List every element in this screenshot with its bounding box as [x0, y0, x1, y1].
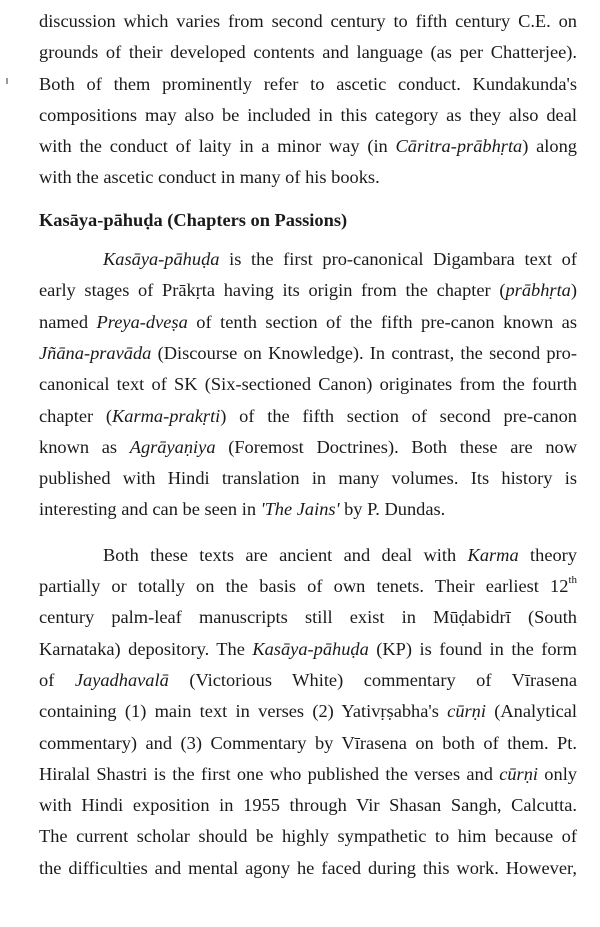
document-page: [39, 6, 577, 884]
text-line: with the conduct of laity in a minor way (in Cāritra-prābhṛta) along: [39, 136, 577, 157]
italic-term: prābhṛta: [505, 280, 571, 301]
text-line: The current scholar should be highly sympathetic to him because of: [39, 826, 577, 847]
italic-term: Preya-dveṣa: [96, 311, 188, 332]
text-line: Karnataka) depository. The Kasāya-pāhuḍa (KP) is found in the form: [39, 638, 577, 659]
italic-term: cūrṇi: [447, 701, 486, 722]
text-line: partially or totally on the basis of own tenets. Their earliest 12th: [39, 574, 577, 597]
text-line: published with Hindi translation in many volumes. Its history is: [39, 468, 577, 489]
italic-term: Cāritra-prābhṛta: [395, 136, 523, 157]
paragraph-gap: [39, 526, 577, 540]
text-line: chapter (Karma-prakṛti) of the fifth section of second pre-canon: [39, 405, 577, 426]
text-line: commentary) and (3) Commentary by Vīrasena on both of them. Pt.: [39, 732, 577, 753]
italic-term: Agrāyaṇiya: [129, 436, 216, 457]
italic-term: Karma: [467, 544, 519, 565]
text-line: with the ascetic conduct in many of his books.: [39, 167, 380, 188]
italic-term: Karma-prakṛti: [111, 405, 221, 426]
text-line: with Hindi exposition in 1955 through Vir Shasan Sangh, Calcutta.: [39, 795, 577, 816]
text-line: grounds of their developed contents and language (as per Chatterjee).: [39, 42, 577, 63]
italic-term: Jayadhavalā: [74, 669, 169, 690]
text-line: compositions may also be included in this category as they also deal: [39, 104, 577, 125]
margin-mark: [6, 78, 8, 84]
text-line: century palm-leaf manuscripts still exist in Mūḍabidrī (South: [39, 607, 577, 628]
italic-term: Jñāna-pravāda: [39, 342, 152, 363]
text-line: interesting and can be seen in 'The Jains' by P. Dundas.: [39, 499, 446, 520]
paragraph-1: [39, 6, 577, 194]
text-line: of Jayadhavalā (Victorious White) commentary of Vīrasena: [39, 669, 578, 690]
section-heading: Kasāya-pāhuḍa (Chapters on Passions): [39, 209, 348, 230]
italic-term: Kasāya-pāhuḍa: [103, 249, 220, 270]
text-line: Both these texts are ancient and deal with Karma theory: [103, 544, 577, 565]
text-line: named Preya-dveṣa of tenth section of the fifth pre-canon known as: [39, 311, 577, 332]
text-line: Kasāya-pāhuḍa is the first pro-canonical Digambara text of: [103, 249, 577, 270]
text-line: containing (1) main text in verses (2) Yativṛṣabha's cūrṇi (Analytical: [39, 701, 578, 722]
text-line: the difficulties and mental agony he faced during this work. However,: [39, 857, 577, 878]
paragraph-2: [39, 244, 577, 526]
text-line: discussion which varies from second century to fifth century C.E. on: [39, 11, 577, 31]
text-line: Both of them prominently refer to ascetic conduct. Kundakunda's: [39, 73, 577, 94]
italic-term: 'The Jains': [260, 499, 340, 520]
text-line: canonical text of SK (Six-sectioned Canon) originates from the fourth: [39, 374, 577, 395]
italic-term: cūrṇi: [499, 763, 539, 784]
text-line: early stages of Prākṛta having its origin from the chapter (prābhṛta): [39, 280, 577, 301]
paragraph-3: [39, 540, 577, 884]
text-line: Jñāna-pravāda (Discourse on Knowledge). In contrast, the second pro-: [39, 342, 577, 363]
text-line: Hiralal Shastri is the first one who published the verses and cūrṇi only: [39, 763, 577, 784]
ordinal-superscript: th: [568, 574, 577, 587]
text-line: known as Agrāyaṇiya (Foremost Doctrines). Both these are now: [39, 436, 577, 457]
italic-term: Kasāya-pāhuḍa: [252, 638, 369, 659]
